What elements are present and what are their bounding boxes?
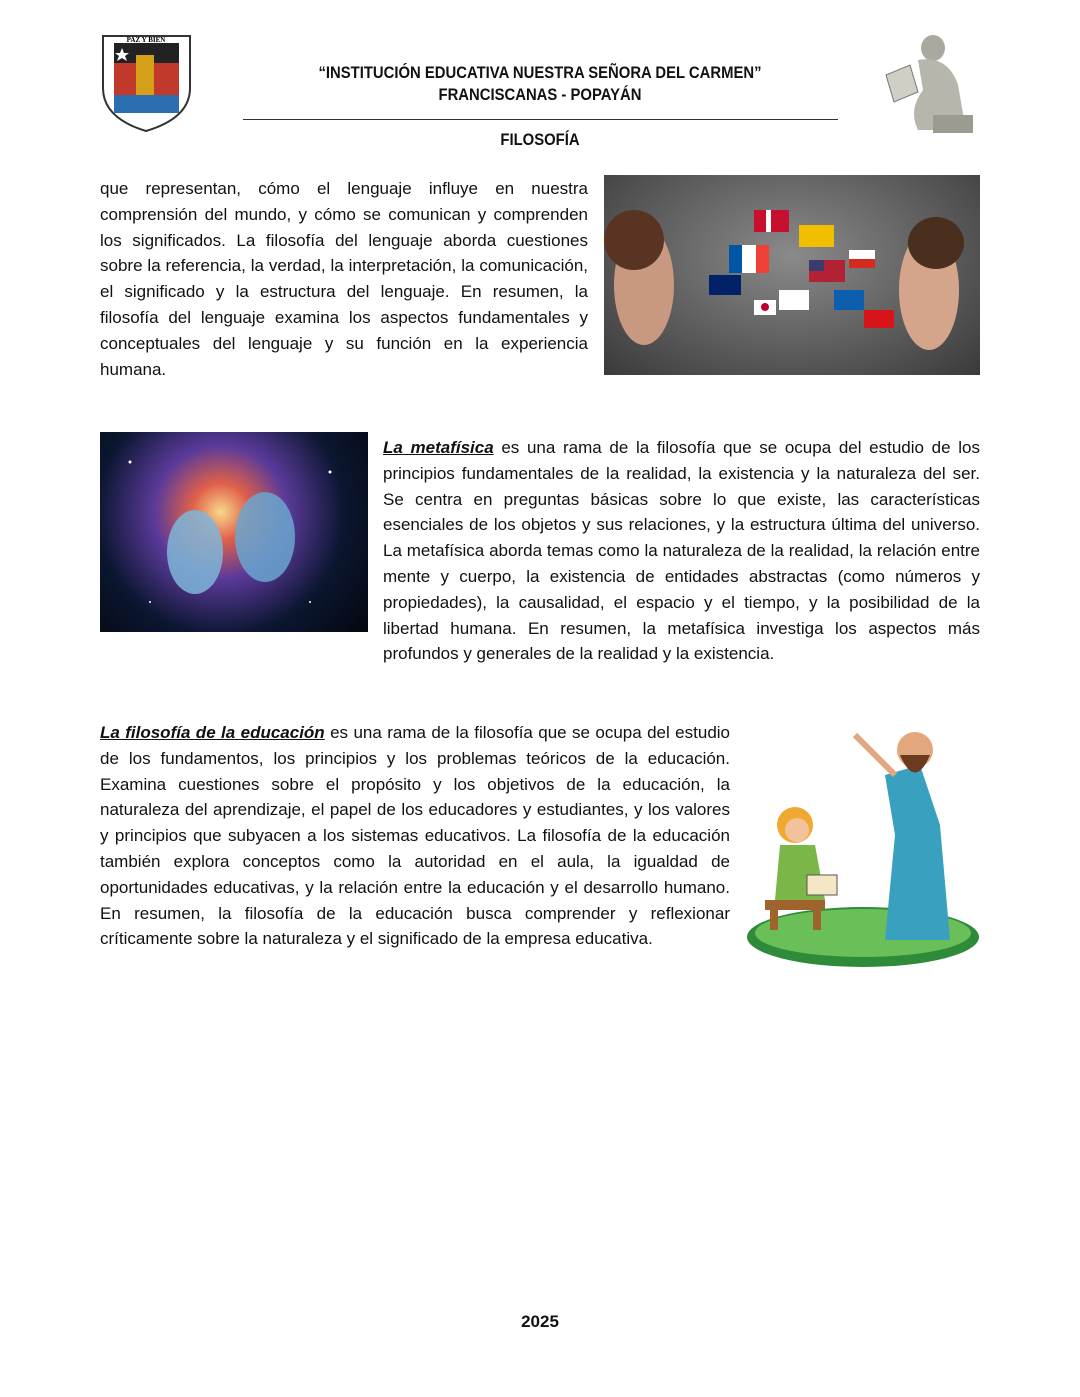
logo-text: PAZ Y BIEN [126,36,166,44]
header-divider [243,119,838,120]
philosophy-of-education-paragraph [100,720,730,952]
school-logo [100,33,193,133]
language-flags-image [604,175,980,375]
image-float-spacer [100,435,383,643]
teacher-student-cartoon-image [745,715,982,970]
subject-title: FILOSOFÍA [500,131,580,149]
institution-subtitle: FRANCISCANAS - POPAYÁN [438,86,642,104]
metaphysics-text: es una rama de la filosofía que se ocupa del estudio de los principios fundamentales de la realidad, la existencia y la naturaleza del ser. Se centra en preguntas básicas sobre lo que existe, las características esenciales de los objetos y sus relaciones, y la estructura última del universo. La metafísica aborda temas como la naturaleza de la realidad, la relación entre mente y cuerpo, la existencia de entidades abstractas (como números y propiedades), la causalidad, el espacio y el tiempo, y la posibilidad de la libertad humana. En resumen, la metafísica investiga los aspectos más profundos y generales de la realidad y la existencia. [383,438,980,664]
education-text: es una rama de la filosofía que se ocupa del estudio de los fundamentos, los principios y los problemas teóricos de la educación. Examina cuestiones sobre el propósito y los objetivos de la educación, la naturaleza del aprendizaje, el papel de los educadores y estudiantes, y los valores y principios que subyacen a los sistemas educativos. La filosofía de la educación también explora conceptos como la autoridad en el aula, la igualdad de oportunidades educativas, y la relación entre la educación y el desarrollo humano. En resumen, la filosofía de la educación busca comprender y reflexionar críticamente sobre la naturaleza y el significado de la empresa educativa. [100,723,731,949]
education-term: La filosofía de la educación [100,723,325,742]
philosophy-of-language-paragraph: que representan, cómo el lenguaje influye en nuestra comprensión del mundo, y cómo se comunican y comprenden los significados. La filosofía del lenguaje aborda cuestiones sobre la referencia, la verdad, la interpretación, la comunicación, el significado y la estructura del lenguaje. En resumen, la filosofía del lenguaje examina los aspectos fundamentales y conceptuales del lenguaje y su función en la experiencia humana. [100,179,588,379]
thinker-statue-image [878,30,980,135]
metaphysics-paragraph [100,435,980,667]
page-footer-year: 2025 [521,1312,559,1331]
metaphysics-term: La metafísica [383,438,494,457]
institution-title: “INSTITUCIÓN EDUCATIVA NUESTRA SEÑORA DEL CARMEN” [318,64,762,82]
